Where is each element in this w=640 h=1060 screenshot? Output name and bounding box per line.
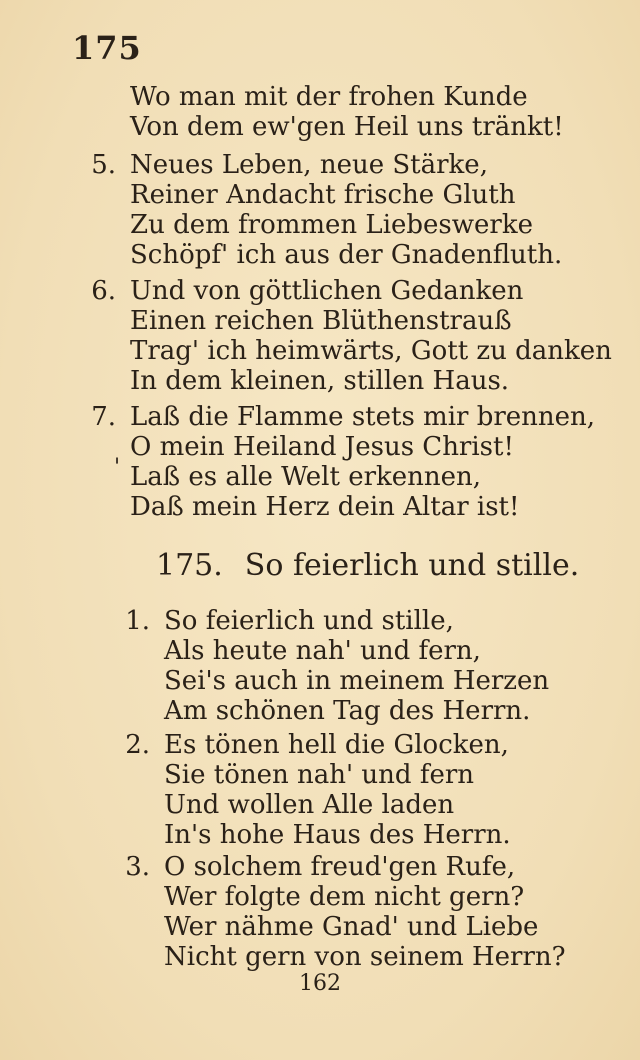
verse-line: O solchem freud'gen Rufe, (164, 852, 516, 882)
running-head: 175 (72, 29, 142, 67)
hymn-heading (156, 548, 579, 584)
page-number: 162 (299, 971, 341, 996)
verse-number: 7. (91, 402, 116, 432)
verse-number: 5. (91, 150, 116, 180)
verse-line: Nicht gern von seinem Herrn? (164, 942, 566, 972)
verse-line: Es tönen hell die Glocken, (164, 730, 509, 760)
verse-line: O mein Heiland Jesus Christ! (130, 432, 514, 462)
verse-line: Trag' ich heimwärts, Gott zu danken (130, 336, 612, 366)
verse-line: Wer folgte dem nicht gern? (164, 882, 525, 912)
verse-line: So feierlich und stille, (164, 606, 454, 636)
hymn-title: So feierlich und stille. (244, 548, 580, 583)
verse-line: Daß mein Herz dein Altar ist! (130, 492, 520, 522)
verse-number: 1. (125, 606, 150, 636)
verse-line: Neues Leben, neue Stärke, (130, 150, 488, 180)
verse-number: 3. (125, 852, 150, 882)
print-mark: ' (114, 455, 121, 480)
verse-line: Wer nähme Gnad' und Liebe (164, 912, 539, 942)
verse-line: Laß die Flamme stets mir brennen, (130, 402, 596, 432)
verse-line: Und von göttlichen Gedanken (130, 276, 524, 306)
verse-line: Laß es alle Welt erkennen, (130, 462, 482, 492)
verse-number: 6. (91, 276, 116, 306)
verse-line: Einen reichen Blüthenstrauß (130, 306, 512, 336)
continuation-line: Von dem ew'gen Heil uns tränkt! (130, 112, 564, 142)
verse-line: Zu dem frommen Liebeswerke (130, 210, 533, 240)
hymn-number: 175. (156, 548, 223, 583)
verse-line: In dem kleinen, stillen Haus. (130, 366, 510, 396)
verse-line: Sei's auch in meinem Herzen (164, 666, 550, 696)
verse-number: 2. (125, 730, 150, 760)
continuation-line: Wo man mit der frohen Kunde (130, 82, 528, 112)
verse-line: In's hohe Haus des Herrn. (164, 820, 511, 850)
verse-line: Als heute nah' und fern, (164, 636, 481, 666)
verse-line: Schöpf' ich aus der Gnadenfluth. (130, 240, 563, 270)
verse-line: Sie tönen nah' und fern (164, 760, 475, 790)
verse-line: Und wollen Alle laden (164, 790, 455, 820)
verse-line: Am schönen Tag des Herrn. (164, 696, 531, 726)
verse-line: Reiner Andacht frische Gluth (130, 180, 516, 210)
